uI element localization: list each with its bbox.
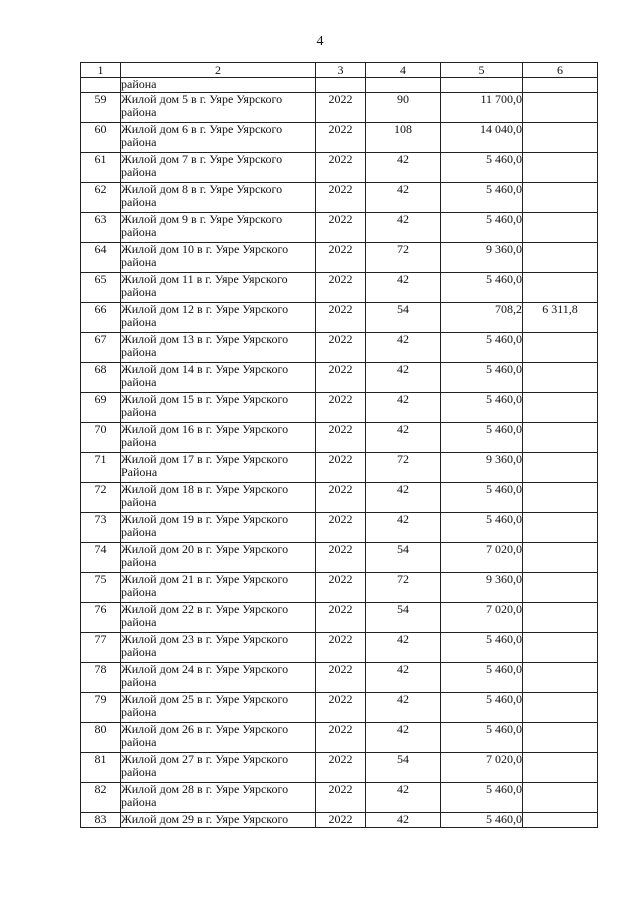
table-row (81, 123, 598, 153)
cell-num: 66 (81, 303, 121, 333)
cell-num: 68 (81, 363, 121, 393)
cell-num: 75 (81, 573, 121, 603)
table-row (81, 663, 598, 693)
cell-area: 54 (366, 753, 441, 783)
table-row (81, 243, 598, 273)
cell-extra (523, 333, 598, 363)
table-row (81, 423, 598, 453)
cell-name: Жилой дом 9 в г. Уяре Уярского района (121, 213, 316, 243)
cell-extra (523, 183, 598, 213)
cell-area: 42 (366, 213, 441, 243)
cell-sum: 7 020,0 (441, 753, 523, 783)
cell-area: 72 (366, 243, 441, 273)
table-row (81, 753, 598, 783)
cell-name: Жилой дом 17 в г. Уяре Уярского Района (121, 453, 316, 483)
cell-year (316, 78, 366, 93)
table-row (81, 633, 598, 663)
cell-year: 2022 (316, 543, 366, 573)
cell-sum: 5 460,0 (441, 363, 523, 393)
cell-area: 72 (366, 453, 441, 483)
cell-extra (523, 363, 598, 393)
cell-name: Жилой дом 11 в г. Уяре Уярского района (121, 273, 316, 303)
cell-area: 42 (366, 663, 441, 693)
cell-num: 79 (81, 693, 121, 723)
cell-area (366, 78, 441, 93)
table-row (81, 213, 598, 243)
cell-name: Жилой дом 20 в г. Уяре Уярского района (121, 543, 316, 573)
table-row (81, 813, 598, 828)
cell-area: 42 (366, 723, 441, 753)
cell-year: 2022 (316, 93, 366, 123)
cell-year: 2022 (316, 393, 366, 423)
table-row (81, 303, 598, 333)
table-row (81, 723, 598, 753)
cell-num: 76 (81, 603, 121, 633)
cell-year: 2022 (316, 303, 366, 333)
cell-area: 42 (366, 363, 441, 393)
cell-sum: 7 020,0 (441, 543, 523, 573)
cell-sum: 5 460,0 (441, 723, 523, 753)
cell-extra (523, 723, 598, 753)
cell-sum: 5 460,0 (441, 693, 523, 723)
cell-area: 42 (366, 693, 441, 723)
cell-extra (523, 783, 598, 813)
cell-extra (523, 753, 598, 783)
cell-num: 71 (81, 453, 121, 483)
cell-name: Жилой дом 12 в г. Уяре Уярского района (121, 303, 316, 333)
cell-num: 72 (81, 483, 121, 513)
cell-sum: 9 360,0 (441, 243, 523, 273)
cell-num: 69 (81, 393, 121, 423)
cell-name: Жилой дом 13 в г. Уяре Уярского района (121, 333, 316, 363)
cell-year: 2022 (316, 513, 366, 543)
cell-extra (523, 603, 598, 633)
header-col-3: 3 (316, 63, 366, 78)
cell-year: 2022 (316, 663, 366, 693)
cell-name: Жилой дом 16 в г. Уяре Уярского района (121, 423, 316, 453)
table-row (81, 453, 598, 483)
cell-year: 2022 (316, 753, 366, 783)
cell-area: 42 (366, 513, 441, 543)
header-col-2: 2 (121, 63, 316, 78)
cell-sum: 708,2 (441, 303, 523, 333)
cell-extra (523, 483, 598, 513)
continuation-row (81, 78, 598, 93)
cell-area: 42 (366, 633, 441, 663)
cell-num: 60 (81, 123, 121, 153)
cell-area: 72 (366, 573, 441, 603)
cell-num: 73 (81, 513, 121, 543)
cell-area: 54 (366, 303, 441, 333)
cell-extra: 6 311,8 (523, 303, 598, 333)
cell-sum: 11 700,0 (441, 93, 523, 123)
cell-num: 74 (81, 543, 121, 573)
cell-year: 2022 (316, 213, 366, 243)
table-row (81, 273, 598, 303)
header-col-5: 5 (441, 63, 523, 78)
cell-sum: 5 460,0 (441, 213, 523, 243)
cell-year: 2022 (316, 813, 366, 828)
cell-name: Жилой дом 28 в г. Уяре Уярского района (121, 783, 316, 813)
housing-table (80, 62, 598, 828)
cell-extra (523, 78, 598, 93)
cell-extra (523, 693, 598, 723)
cell-extra (523, 243, 598, 273)
cell-name: Жилой дом 23 в г. Уяре Уярского района (121, 633, 316, 663)
cell-name: Жилой дом 29 в г. Уяре Уярского (121, 813, 316, 828)
cell-name: Жилой дом 27 в г. Уяре Уярского района (121, 753, 316, 783)
cell-area: 108 (366, 123, 441, 153)
cell-num: 78 (81, 663, 121, 693)
cell-year: 2022 (316, 693, 366, 723)
cell-extra (523, 543, 598, 573)
cell-extra (523, 513, 598, 543)
cell-extra (523, 453, 598, 483)
cell-area: 42 (366, 423, 441, 453)
cell-year: 2022 (316, 603, 366, 633)
cell-area: 54 (366, 543, 441, 573)
cell-area: 42 (366, 783, 441, 813)
table-row (81, 603, 598, 633)
cell-name: Жилой дом 6 в г. Уяре Уярского района (121, 123, 316, 153)
page-number: 4 (316, 34, 324, 49)
cell-sum: 5 460,0 (441, 783, 523, 813)
cell-year: 2022 (316, 453, 366, 483)
cell-sum: 5 460,0 (441, 633, 523, 663)
table-body (81, 78, 598, 828)
cell-num: 80 (81, 723, 121, 753)
table-row (81, 333, 598, 363)
cell-num: 81 (81, 753, 121, 783)
cell-extra (523, 153, 598, 183)
table-row (81, 483, 598, 513)
cell-name: Жилой дом 7 в г. Уяре Уярского района (121, 153, 316, 183)
cell-num (81, 78, 121, 93)
cell-name: Жилой дом 26 в г. Уяре Уярского района (121, 723, 316, 753)
table-row (81, 153, 598, 183)
header-row (81, 63, 598, 78)
cell-name: Жилой дом 25 в г. Уяре Уярского района (121, 693, 316, 723)
table-row (81, 183, 598, 213)
cell-num: 83 (81, 813, 121, 828)
cell-year: 2022 (316, 723, 366, 753)
cell-name: района (121, 78, 316, 93)
cell-num: 67 (81, 333, 121, 363)
cell-sum: 5 460,0 (441, 153, 523, 183)
table-row (81, 393, 598, 423)
header-col-6: 6 (523, 63, 598, 78)
cell-sum: 5 460,0 (441, 813, 523, 828)
cell-year: 2022 (316, 153, 366, 183)
cell-sum: 7 020,0 (441, 603, 523, 633)
cell-extra (523, 813, 598, 828)
cell-name: Жилой дом 5 в г. Уяре Уярского района (121, 93, 316, 123)
header-col-1: 1 (81, 63, 121, 78)
cell-num: 61 (81, 153, 121, 183)
cell-year: 2022 (316, 183, 366, 213)
cell-name: Жилой дом 18 в г. Уяре Уярского района (121, 483, 316, 513)
cell-area: 42 (366, 273, 441, 303)
cell-num: 77 (81, 633, 121, 663)
cell-area: 42 (366, 333, 441, 363)
cell-year: 2022 (316, 573, 366, 603)
cell-area: 42 (366, 153, 441, 183)
cell-name: Жилой дом 24 в г. Уяре Уярского района (121, 663, 316, 693)
cell-sum: 5 460,0 (441, 513, 523, 543)
cell-extra (523, 663, 598, 693)
cell-extra (523, 123, 598, 153)
table-row (81, 543, 598, 573)
table-row (81, 693, 598, 723)
cell-sum: 9 360,0 (441, 573, 523, 603)
cell-num: 63 (81, 213, 121, 243)
cell-extra (523, 423, 598, 453)
cell-year: 2022 (316, 423, 366, 453)
cell-year: 2022 (316, 273, 366, 303)
cell-year: 2022 (316, 483, 366, 513)
cell-area: 42 (366, 393, 441, 423)
cell-year: 2022 (316, 333, 366, 363)
cell-sum: 5 460,0 (441, 333, 523, 363)
cell-sum: 5 460,0 (441, 183, 523, 213)
cell-num: 70 (81, 423, 121, 453)
cell-num: 82 (81, 783, 121, 813)
cell-name: Жилой дом 8 в г. Уяре Уярского района (121, 183, 316, 213)
cell-num: 65 (81, 273, 121, 303)
cell-sum: 5 460,0 (441, 393, 523, 423)
cell-sum: 5 460,0 (441, 273, 523, 303)
cell-num: 64 (81, 243, 121, 273)
cell-sum: 9 360,0 (441, 453, 523, 483)
cell-area: 42 (366, 183, 441, 213)
table-row (81, 573, 598, 603)
cell-sum: 5 460,0 (441, 483, 523, 513)
cell-num: 59 (81, 93, 121, 123)
cell-name: Жилой дом 15 в г. Уяре Уярского района (121, 393, 316, 423)
cell-name: Жилой дом 21 в г. Уяре Уярского района (121, 573, 316, 603)
cell-year: 2022 (316, 633, 366, 663)
cell-extra (523, 93, 598, 123)
cell-extra (523, 393, 598, 423)
cell-year: 2022 (316, 363, 366, 393)
cell-name: Жилой дом 14 в г. Уяре Уярского района (121, 363, 316, 393)
cell-area: 42 (366, 483, 441, 513)
cell-extra (523, 573, 598, 603)
cell-sum: 14 040,0 (441, 123, 523, 153)
cell-extra (523, 273, 598, 303)
table-row (81, 363, 598, 393)
cell-area: 90 (366, 93, 441, 123)
cell-name: Жилой дом 10 в г. Уяре Уярского района (121, 243, 316, 273)
cell-name: Жилой дом 19 в г. Уяре Уярского района (121, 513, 316, 543)
cell-year: 2022 (316, 243, 366, 273)
table-row (81, 783, 598, 813)
cell-extra (523, 213, 598, 243)
header-col-4: 4 (366, 63, 441, 78)
cell-year: 2022 (316, 783, 366, 813)
cell-sum (441, 78, 523, 93)
cell-year: 2022 (316, 123, 366, 153)
cell-extra (523, 633, 598, 663)
cell-sum: 5 460,0 (441, 423, 523, 453)
cell-area: 42 (366, 813, 441, 828)
cell-name: Жилой дом 22 в г. Уяре Уярского района (121, 603, 316, 633)
cell-area: 54 (366, 603, 441, 633)
cell-num: 62 (81, 183, 121, 213)
table-row (81, 93, 598, 123)
table-row (81, 513, 598, 543)
cell-sum: 5 460,0 (441, 663, 523, 693)
